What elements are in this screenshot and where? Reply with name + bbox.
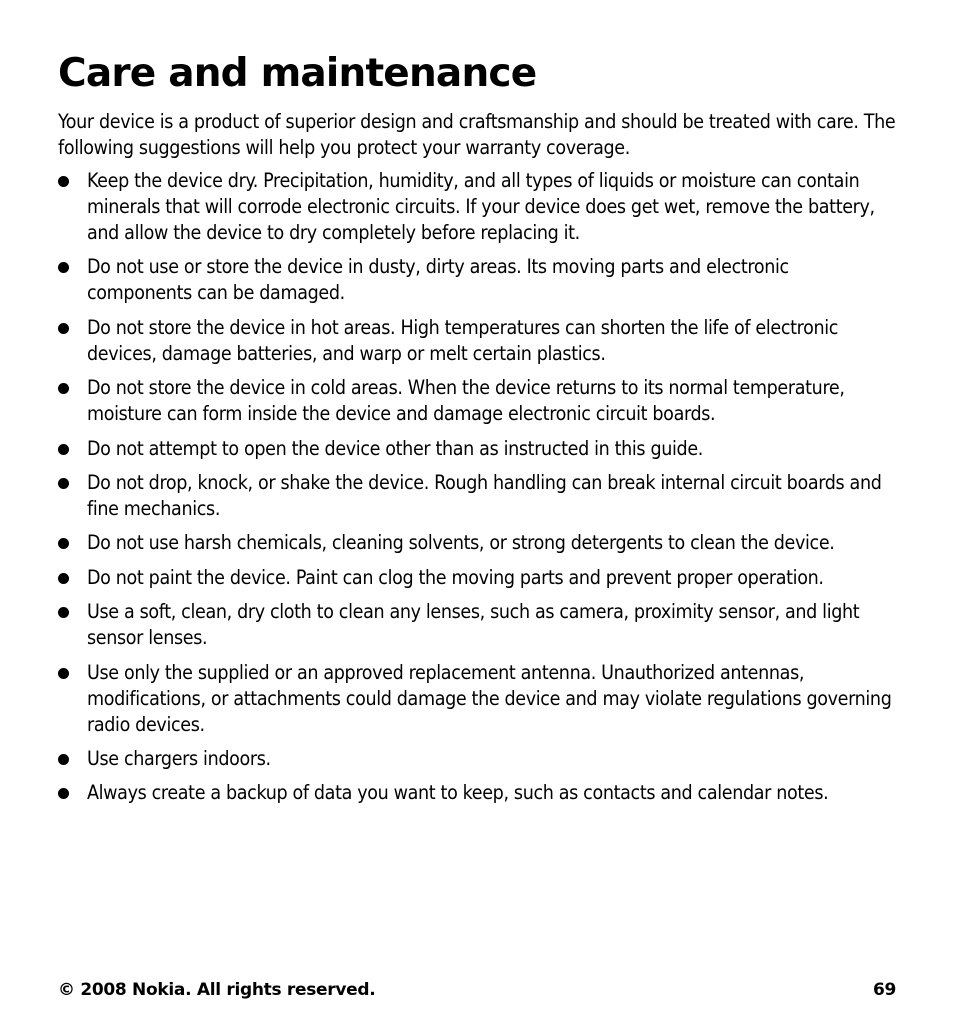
list-item	[58, 565, 898, 591]
bullet-icon	[58, 176, 69, 187]
list-item	[58, 746, 898, 772]
list-item-text: Always create a backup of data you want to keep, such as contacts and calendar notes.	[87, 781, 829, 805]
copyright-notice: © 2008 Nokia. All rights reserved.	[58, 980, 376, 1000]
list-item-text: Use a soft, clean, dry cloth to clean any lenses, such as camera, proximity sensor, and light sensor lenses.	[87, 600, 860, 650]
list-item	[58, 599, 898, 651]
bullet-icon	[58, 538, 69, 549]
list-item	[58, 780, 898, 806]
list-item	[58, 660, 898, 738]
bullet-icon	[58, 668, 69, 679]
list-item-text: Do not paint the device. Paint can clog the moving parts and prevent proper operation.	[87, 565, 824, 589]
bullet-icon	[58, 323, 69, 334]
list-item-text: Do not use harsh chemicals, cleaning solvents, or strong detergents to clean the device.	[87, 531, 835, 555]
bullet-icon	[58, 478, 69, 489]
intro-paragraph: Your device is a product of superior design and craftsmanship and should be treated with care. The following suggestions will help you protect your warranty coverage.	[58, 110, 896, 159]
bullet-icon	[58, 383, 69, 394]
list-item-text: Do not store the device in cold areas. When the device returns to its normal temperature, moisture can form inside the device and damage electronic circuit boards.	[87, 376, 845, 426]
list-item-text: Do not use or store the device in dusty, dirty areas. Its moving parts and electronic components can be damaged.	[87, 255, 789, 305]
list-item-text: Use chargers indoors.	[87, 746, 271, 770]
list-item	[58, 436, 898, 462]
list-item-text: Keep the device dry. Precipitation, humidity, and all types of liquids or moisture can contain minerals that will corrode electronic circuits. If your device does get wet, remove the battery, and allow the device to dry completely before replacing it.	[87, 169, 875, 244]
care-tips-list	[58, 168, 898, 815]
list-item-text: Do not store the device in hot areas. High temperatures can shorten the life of electronic devices, damage batteries, and warp or melt certain plastics.	[87, 315, 839, 365]
bullet-icon	[58, 607, 69, 618]
page-title: Care and maintenance	[58, 51, 537, 96]
list-item	[58, 375, 898, 427]
list-item	[58, 315, 898, 367]
bullet-icon	[58, 262, 69, 273]
list-item-text: Do not attempt to open the device other than as instructed in this guide.	[87, 436, 703, 460]
bullet-icon	[58, 788, 69, 799]
bullet-icon	[58, 444, 69, 455]
bullet-icon	[58, 754, 69, 765]
bullet-icon	[58, 573, 69, 584]
list-item	[58, 470, 898, 522]
page-number: 69	[872, 980, 896, 1000]
list-item	[58, 168, 898, 246]
list-item-text: Use only the supplied or an approved replacement antenna. Unauthorized antennas, modifications, or attachments could damage the device and may violate regulations governing radio devices.	[87, 660, 892, 736]
list-item	[58, 254, 898, 306]
list-item-text: Do not drop, knock, or shake the device. Rough handling can break internal circuit boards and fine mechanics.	[87, 470, 882, 520]
list-item	[58, 530, 898, 556]
